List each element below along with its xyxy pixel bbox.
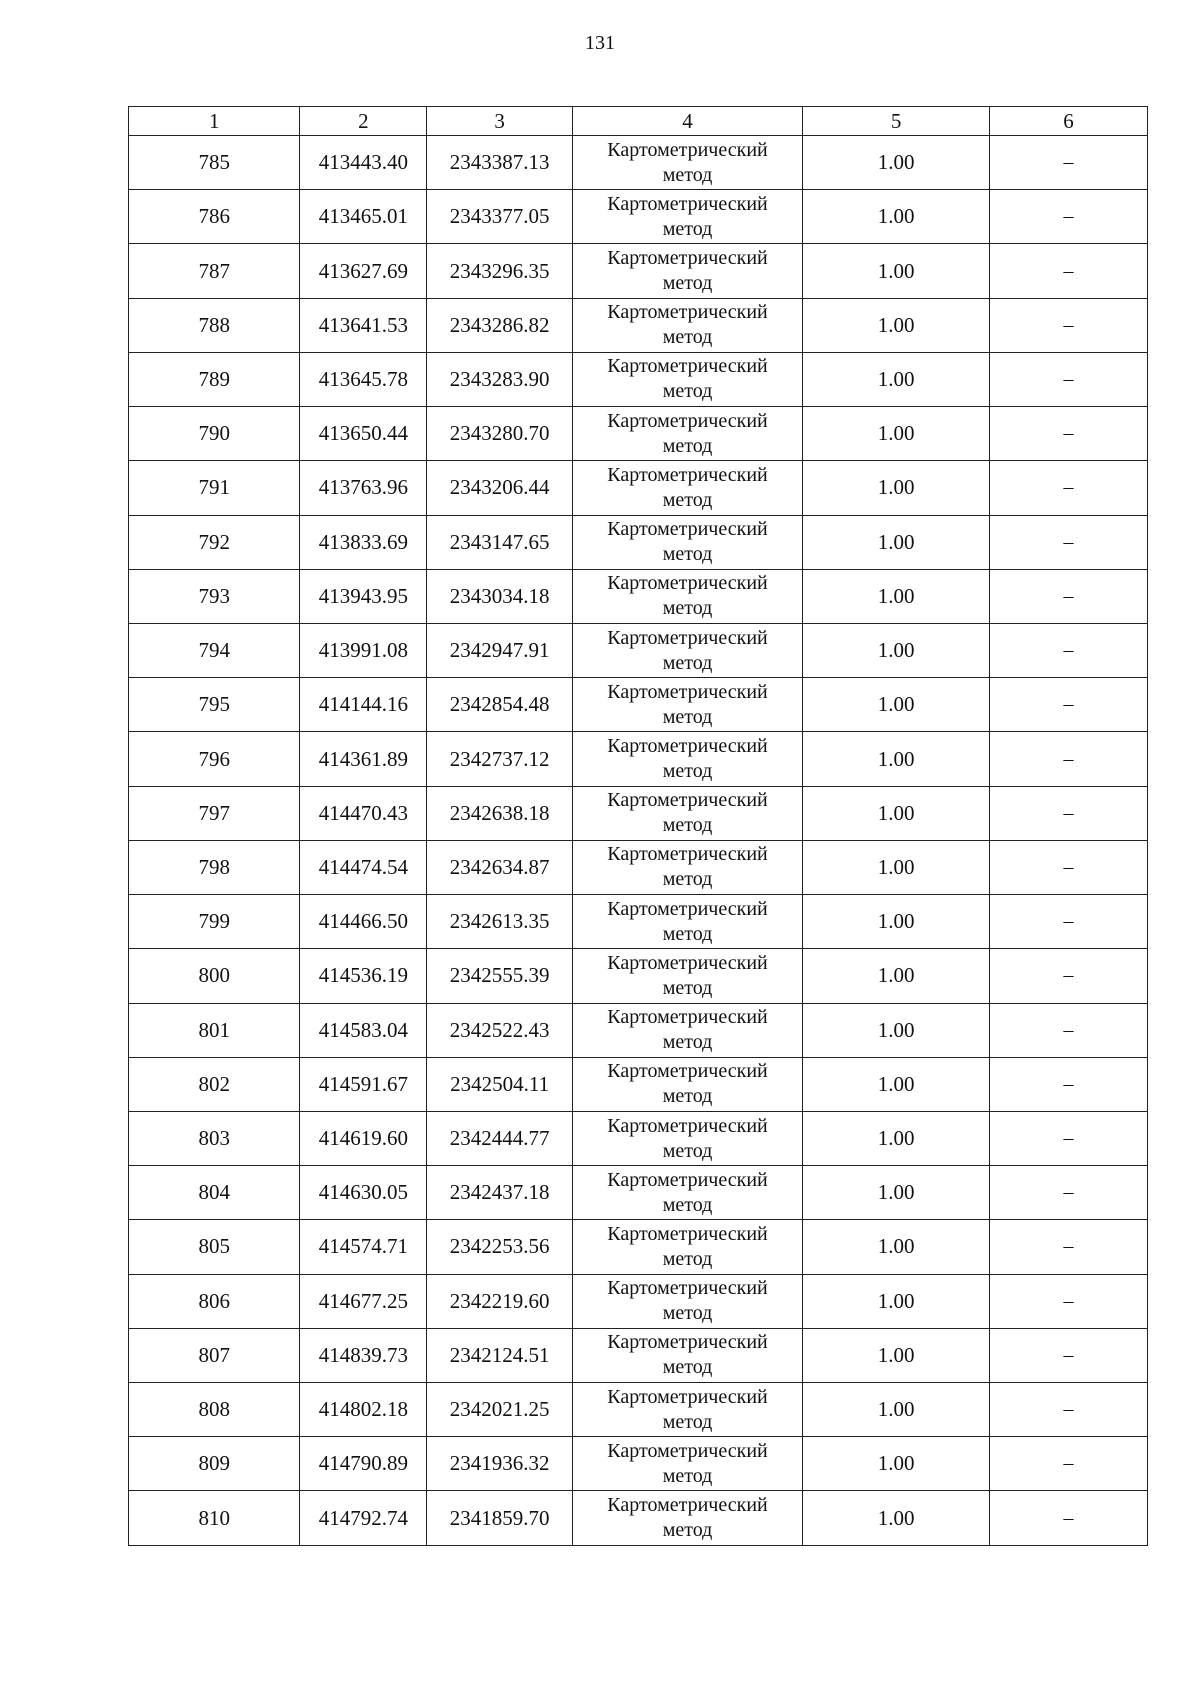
method-line-1: Картометрический: [607, 843, 768, 866]
accuracy-cell: 1.00: [803, 623, 990, 677]
x-coordinate-cell: 414474.54: [300, 840, 427, 894]
x-coordinate-cell: 414802.18: [300, 1383, 427, 1437]
accuracy-cell: 1.00: [803, 1383, 990, 1437]
note-cell: –: [990, 1003, 1148, 1057]
method-line-1: Картометрический: [607, 1331, 768, 1354]
note-cell: –: [990, 786, 1148, 840]
method-cell: [572, 1274, 802, 1328]
point-number-cell: 787: [129, 244, 300, 298]
x-coordinate-cell: 413991.08: [300, 623, 427, 677]
y-coordinate-cell: 2343296.35: [427, 244, 573, 298]
method-line-2: метод: [662, 868, 713, 891]
method-cell: [572, 352, 802, 406]
method-line-1: Картометрический: [607, 301, 768, 324]
method-line-1: Картометрический: [607, 1114, 768, 1137]
table-row: [129, 244, 1148, 298]
column-header: 3: [427, 107, 573, 136]
point-number-cell: 806: [129, 1274, 300, 1328]
method-cell: [572, 1003, 802, 1057]
table-row: [129, 732, 1148, 786]
accuracy-cell: 1.00: [803, 678, 990, 732]
y-coordinate-cell: 2342947.91: [427, 623, 573, 677]
table-row: [129, 515, 1148, 569]
y-coordinate-cell: 2343206.44: [427, 461, 573, 515]
note-cell: –: [990, 461, 1148, 515]
accuracy-cell: 1.00: [803, 569, 990, 623]
method-line-2: метод: [662, 326, 713, 349]
method-line-2: метод: [662, 760, 713, 783]
note-cell: –: [990, 1057, 1148, 1111]
table-row: [129, 1111, 1148, 1165]
note-cell: –: [990, 569, 1148, 623]
table-row: [129, 623, 1148, 677]
method-cell: [572, 1057, 802, 1111]
table-row: [129, 1220, 1148, 1274]
method-line-2: метод: [662, 1247, 713, 1270]
method-line-2: метод: [662, 651, 713, 674]
accuracy-cell: 1.00: [803, 1166, 990, 1220]
method-line-2: метод: [662, 163, 713, 186]
method-line-2: метод: [662, 597, 713, 620]
point-number-cell: 792: [129, 515, 300, 569]
point-number-cell: 805: [129, 1220, 300, 1274]
x-coordinate-cell: 414361.89: [300, 732, 427, 786]
column-header: 1: [129, 107, 300, 136]
note-cell: –: [990, 136, 1148, 190]
x-coordinate-cell: 413443.40: [300, 136, 427, 190]
x-coordinate-cell: 413627.69: [300, 244, 427, 298]
accuracy-cell: 1.00: [803, 244, 990, 298]
method-line-2: метод: [662, 272, 713, 295]
method-line-2: метод: [662, 705, 713, 728]
method-line-1: Картометрический: [607, 1494, 768, 1517]
note-cell: –: [990, 949, 1148, 1003]
accuracy-cell: 1.00: [803, 1111, 990, 1165]
method-line-1: Картометрический: [607, 409, 768, 432]
table-row: [129, 1166, 1148, 1220]
table-row: [129, 895, 1148, 949]
point-number-cell: 797: [129, 786, 300, 840]
y-coordinate-cell: 2342854.48: [427, 678, 573, 732]
point-number-cell: 795: [129, 678, 300, 732]
x-coordinate-cell: 414574.71: [300, 1220, 427, 1274]
x-coordinate-cell: 414790.89: [300, 1437, 427, 1491]
method-cell: [572, 1220, 802, 1274]
y-coordinate-cell: 2343280.70: [427, 407, 573, 461]
y-coordinate-cell: 2343147.65: [427, 515, 573, 569]
y-coordinate-cell: 2342555.39: [427, 949, 573, 1003]
method-line-2: метод: [662, 1139, 713, 1162]
table-row: [129, 678, 1148, 732]
point-number-cell: 799: [129, 895, 300, 949]
note-cell: –: [990, 840, 1148, 894]
note-cell: –: [990, 623, 1148, 677]
method-cell: [572, 1491, 802, 1546]
method-line-2: метод: [662, 1464, 713, 1487]
accuracy-cell: 1.00: [803, 515, 990, 569]
point-number-cell: 809: [129, 1437, 300, 1491]
point-number-cell: 798: [129, 840, 300, 894]
x-coordinate-cell: 413465.01: [300, 190, 427, 244]
method-cell: [572, 1328, 802, 1382]
method-cell: [572, 190, 802, 244]
y-coordinate-cell: 2342522.43: [427, 1003, 573, 1057]
method-cell: [572, 407, 802, 461]
x-coordinate-cell: 413645.78: [300, 352, 427, 406]
note-cell: –: [990, 1491, 1148, 1546]
x-coordinate-cell: 413943.95: [300, 569, 427, 623]
table-row: [129, 1003, 1148, 1057]
method-line-1: Картометрический: [607, 735, 768, 758]
point-number-cell: 785: [129, 136, 300, 190]
point-number-cell: 793: [129, 569, 300, 623]
point-number-cell: 786: [129, 190, 300, 244]
point-number-cell: 801: [129, 1003, 300, 1057]
accuracy-cell: 1.00: [803, 190, 990, 244]
table-row: [129, 1328, 1148, 1382]
y-coordinate-cell: 2342437.18: [427, 1166, 573, 1220]
column-header: 5: [803, 107, 990, 136]
point-number-cell: 796: [129, 732, 300, 786]
method-line-1: Картометрический: [607, 1385, 768, 1408]
method-line-2: метод: [662, 434, 713, 457]
table-row: [129, 461, 1148, 515]
method-cell: [572, 298, 802, 352]
accuracy-cell: 1.00: [803, 1491, 990, 1546]
method-line-1: Картометрический: [607, 1168, 768, 1191]
table-row: [129, 407, 1148, 461]
method-cell: [572, 136, 802, 190]
method-cell: [572, 569, 802, 623]
point-number-cell: 802: [129, 1057, 300, 1111]
x-coordinate-cell: 414792.74: [300, 1491, 427, 1546]
note-cell: –: [990, 1437, 1148, 1491]
table-row: [129, 136, 1148, 190]
table-row: [129, 949, 1148, 1003]
table-row: [129, 1437, 1148, 1491]
y-coordinate-cell: 2342613.35: [427, 895, 573, 949]
method-line-2: метод: [662, 1519, 713, 1542]
table-row: [129, 190, 1148, 244]
method-line-2: метод: [662, 1031, 713, 1054]
point-number-cell: 810: [129, 1491, 300, 1546]
y-coordinate-cell: 2341936.32: [427, 1437, 573, 1491]
y-coordinate-cell: 2342124.51: [427, 1328, 573, 1382]
y-coordinate-cell: 2342638.18: [427, 786, 573, 840]
accuracy-cell: 1.00: [803, 1274, 990, 1328]
method-line-2: метод: [662, 1410, 713, 1433]
method-line-2: метод: [662, 976, 713, 999]
method-line-1: Картометрический: [607, 897, 768, 920]
coordinates-table: [128, 106, 1148, 1546]
point-number-cell: 800: [129, 949, 300, 1003]
method-cell: [572, 1437, 802, 1491]
method-line-1: Картометрический: [607, 789, 768, 812]
y-coordinate-cell: 2342634.87: [427, 840, 573, 894]
method-line-1: Картометрический: [607, 192, 768, 215]
method-cell: [572, 949, 802, 1003]
method-cell: [572, 895, 802, 949]
y-coordinate-cell: 2343387.13: [427, 136, 573, 190]
note-cell: –: [990, 1220, 1148, 1274]
method-line-1: Картометрический: [607, 355, 768, 378]
method-cell: [572, 1383, 802, 1437]
method-line-1: Картометрический: [607, 138, 768, 161]
y-coordinate-cell: 2341859.70: [427, 1491, 573, 1546]
note-cell: –: [990, 895, 1148, 949]
x-coordinate-cell: 413763.96: [300, 461, 427, 515]
x-coordinate-cell: 414470.43: [300, 786, 427, 840]
accuracy-cell: 1.00: [803, 895, 990, 949]
note-cell: –: [990, 732, 1148, 786]
table-row: [129, 352, 1148, 406]
note-cell: –: [990, 1166, 1148, 1220]
note-cell: –: [990, 515, 1148, 569]
point-number-cell: 803: [129, 1111, 300, 1165]
method-line-1: Картометрический: [607, 1060, 768, 1083]
accuracy-cell: 1.00: [803, 136, 990, 190]
method-line-1: Картометрический: [607, 518, 768, 541]
x-coordinate-cell: 414466.50: [300, 895, 427, 949]
x-coordinate-cell: 413833.69: [300, 515, 427, 569]
method-line-1: Картометрический: [607, 1222, 768, 1245]
page-number: 131: [585, 32, 615, 54]
note-cell: –: [990, 1328, 1148, 1382]
x-coordinate-cell: 414144.16: [300, 678, 427, 732]
table-row: [129, 1274, 1148, 1328]
y-coordinate-cell: 2343377.05: [427, 190, 573, 244]
method-line-2: метод: [662, 1193, 713, 1216]
method-cell: [572, 786, 802, 840]
table-row: [129, 298, 1148, 352]
method-line-1: Картометрический: [607, 1439, 768, 1462]
x-coordinate-cell: 414630.05: [300, 1166, 427, 1220]
note-cell: –: [990, 190, 1148, 244]
accuracy-cell: 1.00: [803, 1003, 990, 1057]
table-row: [129, 786, 1148, 840]
accuracy-cell: 1.00: [803, 1057, 990, 1111]
point-number-cell: 794: [129, 623, 300, 677]
table-body: [129, 136, 1148, 1546]
table-row: [129, 840, 1148, 894]
method-line-2: метод: [662, 922, 713, 945]
method-cell: [572, 1166, 802, 1220]
method-cell: [572, 461, 802, 515]
y-coordinate-cell: 2342253.56: [427, 1220, 573, 1274]
x-coordinate-cell: 414583.04: [300, 1003, 427, 1057]
x-coordinate-cell: 414677.25: [300, 1274, 427, 1328]
y-coordinate-cell: 2342444.77: [427, 1111, 573, 1165]
y-coordinate-cell: 2342219.60: [427, 1274, 573, 1328]
accuracy-cell: 1.00: [803, 407, 990, 461]
method-line-2: метод: [662, 1302, 713, 1325]
method-line-1: Картометрический: [607, 951, 768, 974]
column-header: 2: [300, 107, 427, 136]
accuracy-cell: 1.00: [803, 461, 990, 515]
y-coordinate-cell: 2343034.18: [427, 569, 573, 623]
point-number-cell: 788: [129, 298, 300, 352]
method-cell: [572, 732, 802, 786]
method-cell: [572, 623, 802, 677]
accuracy-cell: 1.00: [803, 1437, 990, 1491]
note-cell: –: [990, 407, 1148, 461]
method-cell: [572, 515, 802, 569]
accuracy-cell: 1.00: [803, 1328, 990, 1382]
column-header: 4: [572, 107, 802, 136]
accuracy-cell: 1.00: [803, 352, 990, 406]
y-coordinate-cell: 2343283.90: [427, 352, 573, 406]
method-line-2: метод: [662, 380, 713, 403]
accuracy-cell: 1.00: [803, 786, 990, 840]
accuracy-cell: 1.00: [803, 840, 990, 894]
x-coordinate-cell: 414619.60: [300, 1111, 427, 1165]
table-row: [129, 1383, 1148, 1437]
x-coordinate-cell: 414839.73: [300, 1328, 427, 1382]
table-row: [129, 569, 1148, 623]
method-line-2: метод: [662, 543, 713, 566]
note-cell: –: [990, 1274, 1148, 1328]
x-coordinate-cell: 414536.19: [300, 949, 427, 1003]
x-coordinate-cell: 414591.67: [300, 1057, 427, 1111]
method-line-2: метод: [662, 814, 713, 837]
point-number-cell: 791: [129, 461, 300, 515]
method-line-2: метод: [662, 488, 713, 511]
point-number-cell: 789: [129, 352, 300, 406]
method-line-1: Картометрический: [607, 1006, 768, 1029]
accuracy-cell: 1.00: [803, 732, 990, 786]
method-cell: [572, 244, 802, 298]
note-cell: –: [990, 352, 1148, 406]
note-cell: –: [990, 1111, 1148, 1165]
y-coordinate-cell: 2343286.82: [427, 298, 573, 352]
point-number-cell: 807: [129, 1328, 300, 1382]
table-row: [129, 1491, 1148, 1546]
accuracy-cell: 1.00: [803, 949, 990, 1003]
column-header: 6: [990, 107, 1148, 136]
point-number-cell: 804: [129, 1166, 300, 1220]
method-line-2: метод: [662, 1085, 713, 1108]
note-cell: –: [990, 298, 1148, 352]
method-line-1: Картометрический: [607, 1277, 768, 1300]
accuracy-cell: 1.00: [803, 1220, 990, 1274]
y-coordinate-cell: 2342504.11: [427, 1057, 573, 1111]
method-line-1: Картометрический: [607, 572, 768, 595]
note-cell: –: [990, 678, 1148, 732]
method-cell: [572, 678, 802, 732]
point-number-cell: 808: [129, 1383, 300, 1437]
x-coordinate-cell: 413641.53: [300, 298, 427, 352]
method-line-2: метод: [662, 1356, 713, 1379]
y-coordinate-cell: 2342021.25: [427, 1383, 573, 1437]
point-number-cell: 790: [129, 407, 300, 461]
method-line-1: Картометрический: [607, 463, 768, 486]
y-coordinate-cell: 2342737.12: [427, 732, 573, 786]
x-coordinate-cell: 413650.44: [300, 407, 427, 461]
table-header-row: [129, 107, 1148, 136]
note-cell: –: [990, 1383, 1148, 1437]
method-cell: [572, 1111, 802, 1165]
method-line-1: Картометрический: [607, 247, 768, 270]
table-row: [129, 1057, 1148, 1111]
method-line-2: метод: [662, 217, 713, 240]
method-line-1: Картометрический: [607, 626, 768, 649]
method-cell: [572, 840, 802, 894]
note-cell: –: [990, 244, 1148, 298]
accuracy-cell: 1.00: [803, 298, 990, 352]
method-line-1: Картометрический: [607, 680, 768, 703]
